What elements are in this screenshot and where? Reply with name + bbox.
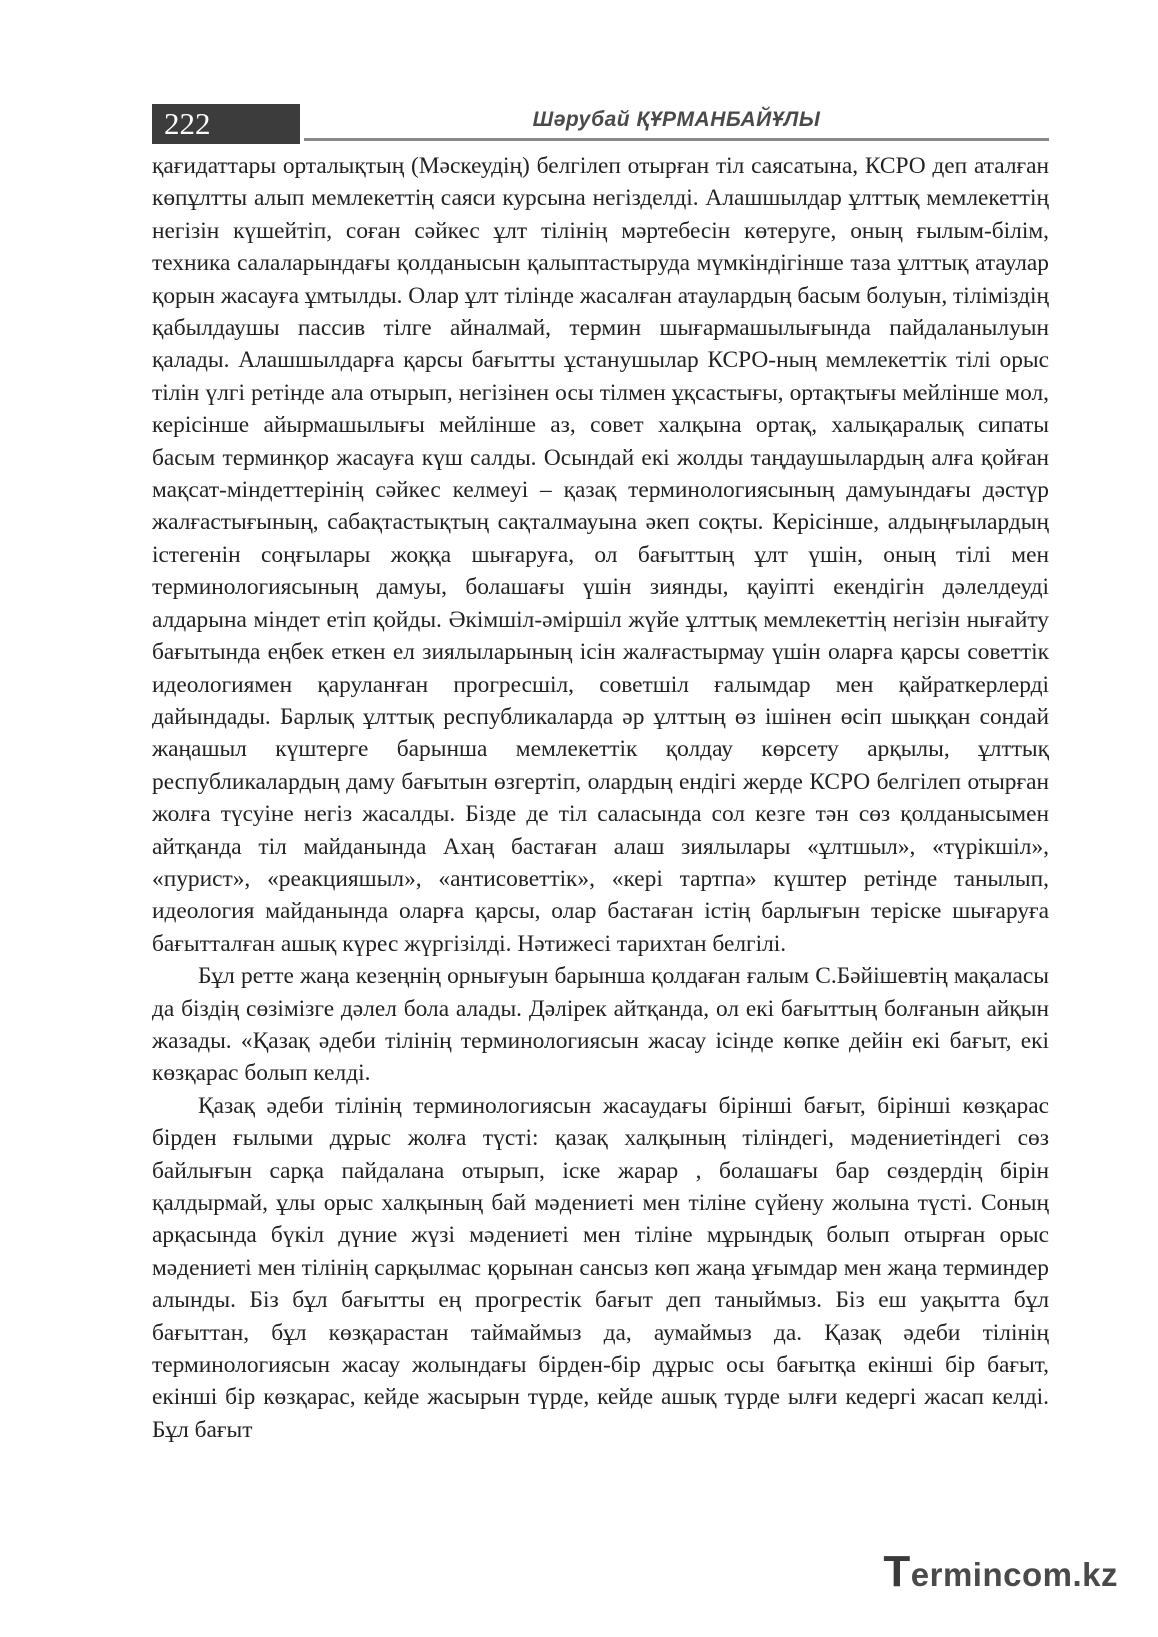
header-rule	[304, 138, 1049, 141]
paragraph-2: Бұл ретте жаңа кезеңнің орнығуын барынша қолдаған ғалым С.Бәйішевтің мақаласы да біздің сөзімізге дәлел бола алады. Дәлірек айтқанда, ол екі бағыттың болғанын айқын жазады. «Қазақ әдеби тілінің терминологиясын жасау ісінде көпке дейін екі бағыт, екі көзқарас болып келді.	[152, 963, 1049, 1087]
page-number: 222	[152, 104, 300, 144]
watermark-logo	[883, 1547, 1118, 1597]
watermark-text: ermincom.kz	[910, 1556, 1118, 1593]
body-text	[152, 150, 1049, 1446]
paragraph-3: Қазақ әдеби тілінің терминологиясын жасаудағы бірінші бағыт, бірінші көзқарас бірден ғылыми дұрыс жолға түсті: қазақ халқының тіліндегі, мәдениетіндегі сөз байлығын сарқа пайдалана отырып, іске жарар , болашағы бар сөздердің бірін қалдырмай, ұлы орыс халқының бай мәдениеті мен тіліне сүйену жолына түсті. Соның арқасында бүкіл дүние жүзі мәдениеті мен тіліне мұрындық болып отырған орыс мәдениеті мен тілінің сарқылмас қорынан сансыз көп жаңа ұғымдар мен жаңа терминдер алынды. Біз бұл бағытты ең прогрестік бағыт деп таныймыз. Біз еш уақытта бұл бағыттан, бұл көзқарастан таймаймыз да, аумаймыз да. Қазақ әдеби тілінің терминологиясын жасау жолындағы бірден-бір дұрыс осы бағытқа екінші бір бағыт, екінші бір көзқарас, кейде жасырын түрде, кейде ашық түрде ылғи кедергі жасап келді. Бұл бағыт	[152, 1092, 1049, 1443]
running-head: Шәрубай ҚҰРМАНБАЙҰЛЫ	[532, 108, 821, 131]
paragraph-1: қағидаттары орталықтың (Мәскеудің) белгілеп отырған тіл саясатына, КСРО деп аталған көпұлтты алып мемлекеттің саяси курсына негізделді. Алашшылдар ұлттық мемлекеттің негізін күшейтіп, соған сәйкес ұлт тілінің мәртебесін көтеруге, оның ғылым-білім, техника салаларындағы қолданысын қалыптастыруда мүмкіндігінше таза ұлттық атаулар қорын жасауға ұмтылды. Олар ұлт тілінде жасалған атаулардың басым болуын, тіліміздің қабылдаушы пассив тілге айналмай, термин шығармашылығында пайдаланылуын қалады. Алашшылдарға қарсы бағытты ұстанушылар КСРО-ның мемлекеттік тілі орыс тілін үлгі ретінде ала отырып, негізінен осы тілмен ұқсастығы, ортақтығы мейлінше мол, керісінше айырмашылығы мейлінше аз, совет халқына ортақ, халықаралық сипаты басым терминқор жасауға күш салды. Осындай екі жолды таңдаушылардың алға қойған мақсат-міндеттерінің сәйкес келмеуі – қазақ терминологиясының дамуындағы дәстүр жалғастығының, сабақтастықтың сақталмауына әкеп соқты. Керісінше, алдыңғылардың істегенін соңғылары жоққа шығаруға, ол бағыттың ұлт үшін, оның тілі мен терминологиясының дамуы, болашағы үшін зиянды, қауіпті екендігін дәлелдеуді алдарына міндет етіп қойды. Әкімшіл-әміршіл жүйе ұлттық мемлекеттің негізін нығайту бағытында еңбек еткен ел зиялыларының ісін жалғастырмау үшін оларға қарсы советтік идеологиямен қаруланған прогресшіл, советшіл ғалымдар мен қайраткерлерді дайындады. Барлық ұлттық республикаларда әр ұлттың өз ішінен өсіп шыққан сондай жаңашыл күштерге барынша мемлекеттік қолдау көрсету арқылы, ұлттық республикалардың даму бағытын өзгертіп, олардың ендігі жерде КСРО белгілеп отырған жолға түсуіне негіз жасалды. Бізде де тіл саласында сол кезге тән сөз қолданысымен айтқанда тіл майданында Ахаң бастаған алаш зиялылары «ұлтшыл», «түрікшіл», «пурист», «реакцияшыл», «антисоветтік», «кері тартпа» күштер ретінде танылып, идеология майданында оларға қарсы, олар бастаған істің барлығын теріске шығаруға бағытталған ашық күрес жүргізілді. Нәтижесі тарихтан белгілі.	[152, 153, 1049, 957]
watermark-first-letter: T	[883, 1547, 911, 1596]
page-header	[152, 104, 1049, 144]
